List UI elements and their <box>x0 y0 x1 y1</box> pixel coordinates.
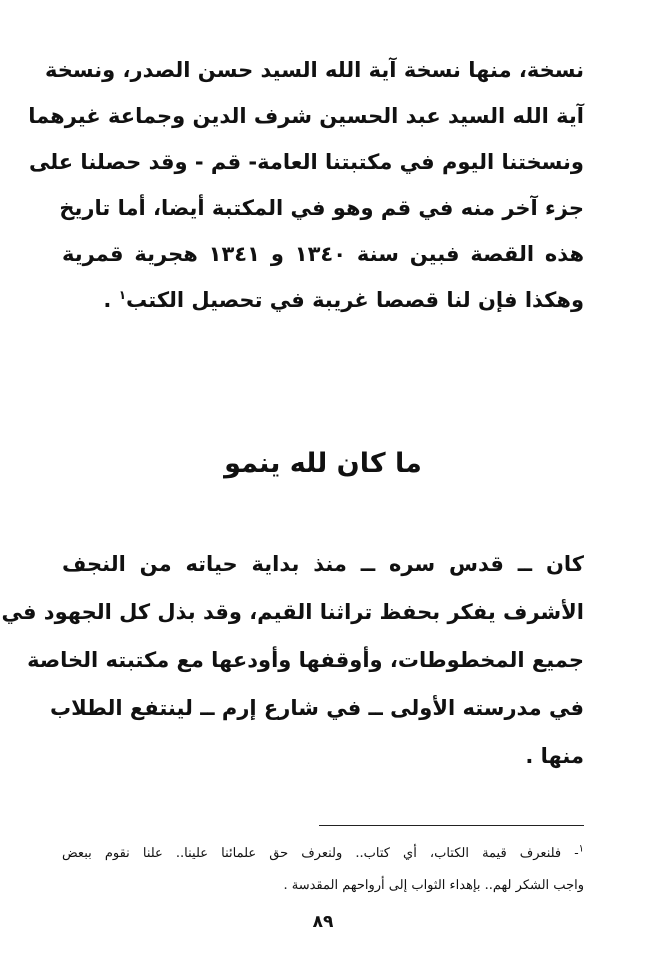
paragraph-manuscript-copies <box>28 47 584 323</box>
footnote <box>62 838 584 902</box>
text-line-content: وهكذا فإن لنا قصصا غريبة في تحصيل الكتب <box>126 288 584 312</box>
text-line: الأشرف يفكر بحفظ تراثنا القيم، وقد بذل كل الجهود في <box>1 600 584 624</box>
section-heading: ما كان لله ينمو <box>224 448 422 479</box>
text-line: آية الله السيد عبد الحسين شرف الدين وجماعة غيرهما <box>28 104 584 128</box>
footnote-line <box>62 838 584 870</box>
text-line: كان ــ قدس سره ــ منذ بداية حياته من النجف <box>62 552 584 576</box>
text-line: جميع المخطوطات، وأوقفها وأودعها مع مكتبته الخاصة <box>27 648 584 672</box>
footnote-marker: ١ <box>578 843 584 855</box>
footnote-divider <box>319 825 584 826</box>
paragraph-library-endowment <box>1 540 584 780</box>
page-number: ٨٩ <box>312 912 334 932</box>
text-line: نسخة، منها نسخة آية الله السيد حسن الصدر، ونسخة <box>45 58 584 82</box>
text-line-last: منها . <box>525 744 584 768</box>
text-line-last <box>62 277 584 323</box>
text-line: في مدرسته الأولى ــ في شارع إرم ــ لينتفع الطلاب <box>49 696 584 720</box>
footnote-reference: ١ <box>118 288 127 302</box>
footnote-line: واجب الشكر لهم.. بإهداء الثواب إلى أرواحهم المقدسة . <box>283 878 584 893</box>
text-line: ونسختنا اليوم في مكتبتنا العامة- قم - وقد حصلنا على <box>28 150 584 174</box>
text-line: جزء آخر منه في قم وهو في المكتبة أيضا، أما تاريخ <box>59 196 584 220</box>
sentence-end: . <box>103 288 119 312</box>
footnote-text: - فلنعرف قيمة الكتاب، أي كتاب.. ولنعرف حق علمائنا علينا.. علنا نقوم ببعض <box>62 846 579 861</box>
text-line: هذه القصة فبين سنة ١٣٤٠ و ١٣٤١ هجرية قمرية <box>62 242 584 266</box>
